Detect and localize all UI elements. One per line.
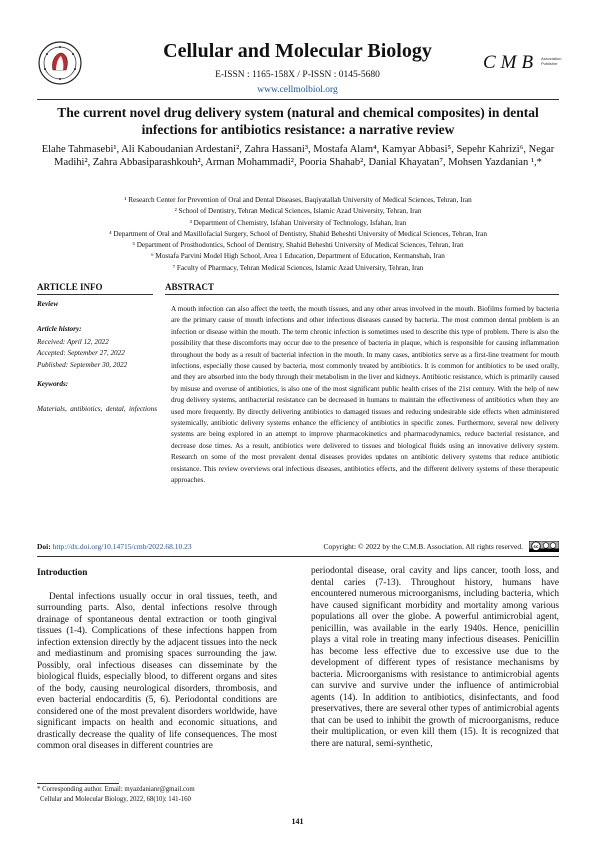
author-list: Elahe Tahmasebi¹, Ali Kaboudanian Ardestani², Zahra Hassani³, Mostafa Alam⁴, Kamyar Abbasi⁵, Sepehr Kahrizi⁶, Negar Madihi², Zahra Abbasiparashkouh², Arman Mohammadi², Pooria Shahab², Danial Khayatan⁷, Mohsen Yazdanian ¹,*	[41, 144, 555, 168]
keywords-label-text: Keywords:	[37, 380, 69, 388]
abstract-divider	[165, 294, 559, 295]
cmb-logo-subtext: Association Publisher	[541, 56, 562, 66]
article-type	[37, 299, 159, 310]
keywords-text: Materials, antibiotics, dental, infections	[37, 405, 157, 413]
affiliation-item: ⁶ Mostafa Parvini Model High School, Area 1 Education, Department of Education, Kermanshah, Iran	[151, 252, 445, 261]
body-paragraph: periodontal disease, oral cavity and lips cancer, tooth loss, and dental caries (7-13). Throughout history, humans have encountered numerous microorganisms, including bacteria, which have caused significant morbidity and mortality among various populations all over the globe. A powerful antimicrobial agent, penicillin, was available in the early 1940s. Hence, penicillin plays a vital role in treating many infectious diseases. Penicillin has become less effective due to excessive use due to the development of different types of resistance mechanisms by bacteria. Microorganisms with resistance to antimicrobial agents can survive and survive under the influence of antimicrobial agents (14). In addition to antibiotics, disinfectants, and food preservatives, there are several other types of antimicrobial agents that can be used to inhibit the growth of microorganisms, reduce their multiplication, or even kill them (15). It is recognized that there are natural, semi-synthetic,	[311, 566, 559, 749]
history-label	[37, 324, 159, 335]
affiliation-item: ⁵ Department of Prosthodontics, School of Dentistry, Shahid Beheshti University of Medical Sciences, Tehran, Iran	[132, 241, 464, 250]
citation-line: Cellular and Molecular Biology, 2022, 68(10): 141-160	[40, 796, 191, 803]
introduction-heading: Introduction	[37, 568, 88, 578]
article-title: The current novel drug delivery system (natural and chemical composites) in dental infections for antibiotics resistance: a narrative review	[57, 105, 539, 137]
affiliation-item: ⁴ Department of Oral and Maxillofacial Surgery, School of Dentistry, Shahid Beheshti University of Medical Sciences, Tehran, Iran	[109, 229, 487, 238]
keywords-label	[37, 379, 159, 390]
cmb-logo-text: CMB	[483, 52, 539, 73]
article-info-divider	[37, 294, 153, 295]
body-left-column	[37, 568, 277, 753]
copyright-notice: Copyright: © 2022 by the C.M.B. Association. All rights reserved.	[323, 542, 523, 551]
journal-title: Cellular and Molecular Biology	[163, 40, 432, 62]
corresponding-author-note: * Corresponding author. Email: myazdanianr@gmail.com	[37, 786, 195, 793]
journal-url[interactable]: www.cellmolbiol.org	[257, 85, 338, 95]
article-info-heading: ARTICLE INFO	[37, 282, 103, 292]
page-number: 141	[291, 817, 304, 826]
affiliation-item: ¹ Research Center for Prevention of Oral and Dental Diseases, Baqiyatallah University of Medical Sciences, Tehran, Iran	[124, 196, 472, 204]
article-type-label: Review	[37, 300, 59, 308]
published-date: Published: September 30, 2022	[37, 360, 128, 369]
doi-row	[37, 542, 559, 554]
body-right-column	[311, 566, 559, 750]
issn-line: E-ISSN : 1165-158X / P-ISSN : 0145-5680	[215, 70, 380, 80]
accepted-date: Accepted: September 27, 2022	[37, 349, 125, 357]
body-paragraph: Dental infections usually occur in oral tissues, teeth, and surrounding parts. Also, dental infections resolve through drainage of spontaneous dental extraction or tooth gingival tissues (1-4). Complications of these infections happen from infection extension directly by the adjacent tissues into the neck and mediastinum and promising spaces surrounding the jaw. Possibly, oral infectious diseases can disseminate by the biological fluids, especially blood, to different organs and sites of the body, causing neurological disorders, thrombosis, and even bacterial endocarditis (5, 6). Periodontal conditions are considered one of the most prevalent disorders worldwide, have significant impacts on health and economic situations, and drastically decrease the quality of life consequences. The most common oral diseases in different countries are	[37, 591, 277, 751]
history-label-text: Article history:	[37, 325, 82, 333]
affiliations	[37, 195, 559, 274]
received-date: Received: April 12, 2022	[37, 337, 109, 346]
abstract-text: A mouth infection can also affect the teeth, the mouth tissues, and any other areas involved in the mouth. Biofilms formed by bacteria are the primary cause of mouth infections and other infectious diseases caused by bacteria. The most common dental problem is an infection or disease within the mouth. The term chronic infection is sometimes used to describe this type of problem. There is also the possibility that these discomforts may occur due to the presence of bacteria in plaque, which is responsible for causing inflammation throughout the body as a result of bacterial infection in the mouth. In many cases, antibiotics serve as a first-line treatment for mouth infections, especially those caused by bacteria, most commonly treated by antibiotics. It is common for antibiotics to be used orally, and they are absorbed into the body through their metabolism in the liver and kidneys. Antibiotic resistance, which is primarily caused by misuse and overuse of antibiotics, is also one of the most significant public health crises of the 21st century. With the help of new drug delivery systems, antibacterial resistance can be decreased in humans to maintain the effectiveness of antibiotics when they are used more frequently. By directly delivering antibiotics to damaged tissues and reducing undesirable side effects when administered systemically, antibiotic delivery systems enhance the efficiency of antibiotics in specific zones. Furthermore, several new delivery systems are being explored in an attempt to improve pharmacokinetics and pharmacodynamics, reduce bacterial resistance, and decrease dose times. As a result, antibiotics were delivered to tissues and biological fluids using an innovative delivery system. Research on some of the most prevalent dental diseases provides updates on antibiotic delivery systems that reduce antibiotic resistance. This review overviews oral infectious diseases, antibiotics effects, and the different delivery systems of these therapeutic approaches.	[171, 305, 559, 485]
cmb-association-logo	[483, 52, 563, 78]
keywords-list	[37, 404, 157, 415]
affiliation-item: ³ Department of Chemistry, Isfahan University of Technology, Isfahan, Iran	[189, 218, 407, 227]
cc-badge-text: cc	[533, 544, 539, 549]
cc-license-icon[interactable]	[529, 541, 559, 552]
footnotes	[37, 785, 195, 805]
doi-label: Doi:	[37, 542, 51, 551]
doi-divider	[37, 556, 559, 557]
header-divider	[37, 99, 559, 100]
affiliation-item: ² School of Dentistry, Tehran Medical Sciences, Islamic Azad University, Tehran, Iran	[174, 207, 422, 216]
doi-link[interactable]: http://dx.doi.org/10.14715/cmb/2022.68.10.23	[52, 542, 192, 551]
footnote-divider	[37, 783, 119, 784]
affiliation-item: ⁷ Faculty of Pharmacy, Tehran Medical Sciences, Islamic Azad University, Tehran, Iran	[172, 263, 424, 272]
article-history	[37, 324, 159, 370]
abstract-heading: ABSTRACT	[165, 282, 215, 292]
